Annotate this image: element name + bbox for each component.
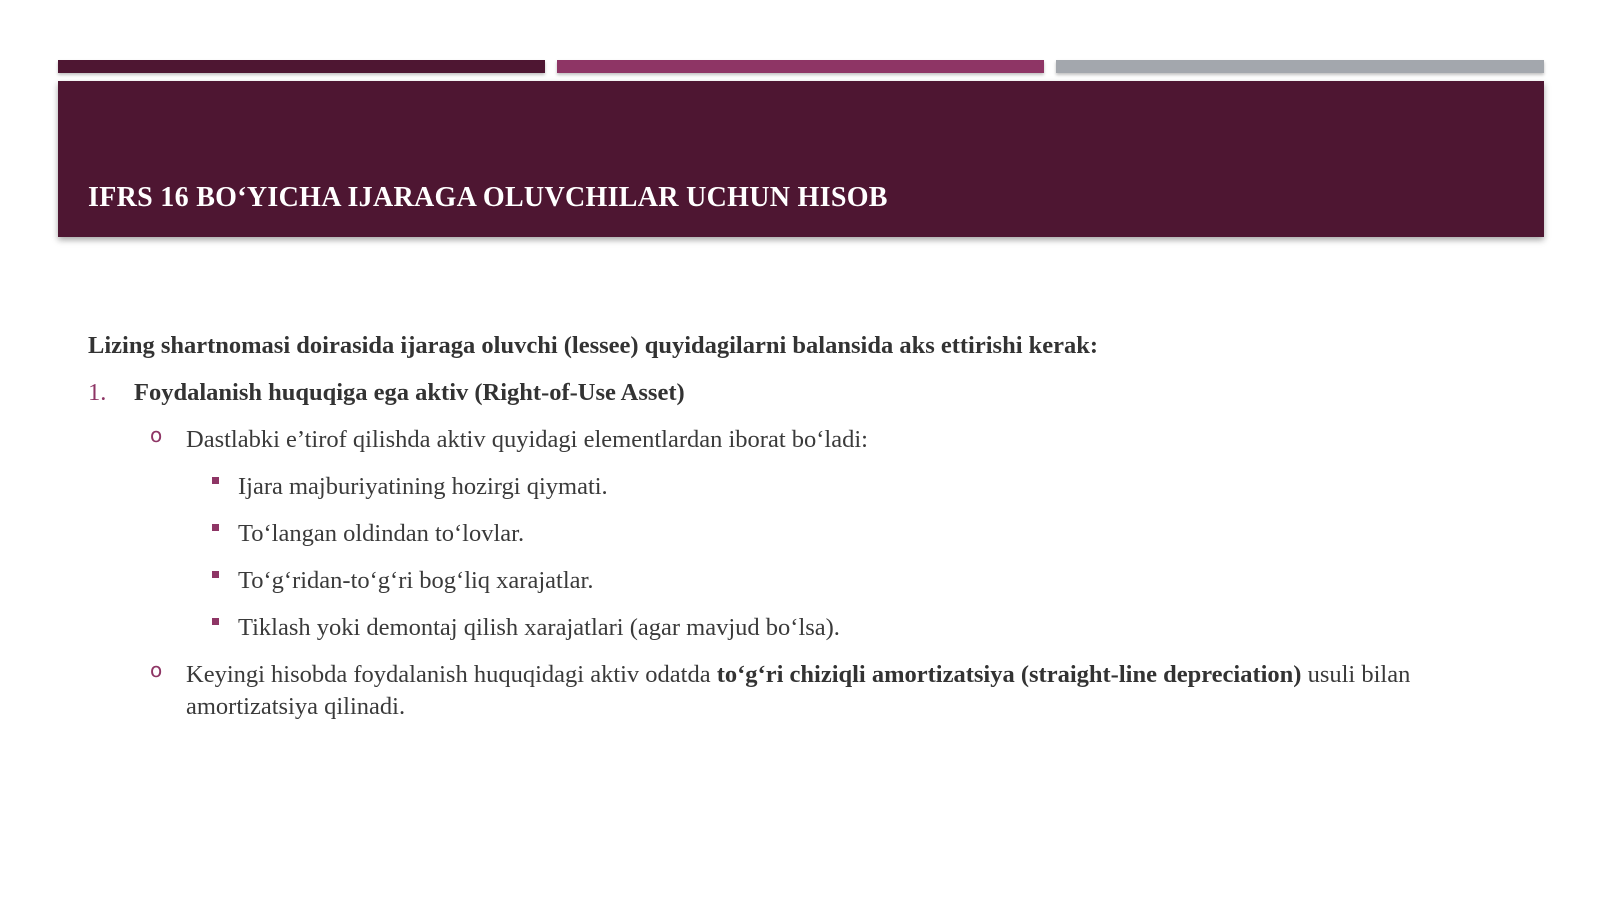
square-bullet-icon [212,477,219,484]
sub-item [88,659,1508,723]
bullet-item [88,565,1508,597]
numbered-item-text: Foydalanish huquqiga ega aktiv (Right-of-Use Asset) [134,379,685,406]
bullet-item [88,471,1508,503]
bullet-item [88,612,1508,644]
bullet-item [88,518,1508,550]
sub-item [88,424,1508,456]
accent-strip-magenta [557,60,1044,73]
circle-bullet-icon: o [150,423,163,447]
sub-item-text-start: Keyingi hisobda foydalanish huquqidagi aktiv odatda [186,661,717,688]
accent-strip-dark [58,60,545,73]
square-bullet-icon [212,524,219,531]
sub-item-text: Dastlabki e’tirof qilishda aktiv quyidagi elementlardan iborat bo‘ladi: [186,426,868,453]
sub-item-text-bold: to‘g‘ri chiziqli amortizatsiya (straight-line depreciation) [716,661,1302,688]
sub-item-text-end: usuli bilan amortizatsiya qilinadi. [186,661,1411,720]
square-bullet-icon [212,618,219,625]
bullet-item-text: Ijara majburiyatining hozirgi qiymati. [238,473,608,500]
bullet-item-text: To‘langan oldindan to‘lovlar. [238,520,525,547]
intro-text: Lizing shartnomasi doirasida ijaraga oluvchi (lessee) quyidagilarni balansida aks ettirishi kerak: [88,332,1099,359]
bullet-item-text: To‘g‘ridan-to‘g‘ri bog‘liq xarajatlar. [238,567,594,594]
circle-bullet-icon: o [150,658,163,682]
accent-strip-gray [1056,60,1544,73]
slide-content [88,330,1508,738]
numbered-marker: 1. [88,379,107,406]
slide-title: IFRS 16 BO‘YICHA IJARAGA OLUVCHILAR UCHUN HISOB [88,182,888,213]
bullet-item-text: Tiklash yoki demontaj qilish xarajatlari (agar mavjud bo‘lsa). [238,614,840,641]
numbered-item [88,377,1508,409]
square-bullet-icon [212,571,219,578]
title-bar [58,81,1544,237]
